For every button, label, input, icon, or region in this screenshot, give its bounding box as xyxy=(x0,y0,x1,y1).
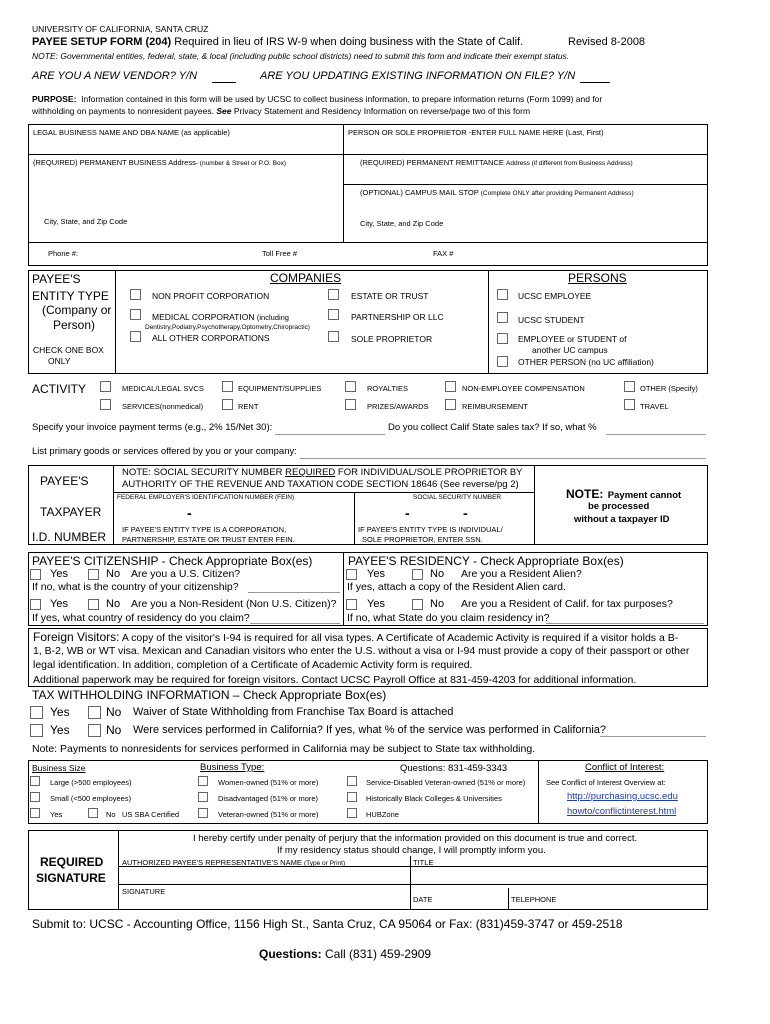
authorized-name-input[interactable] xyxy=(120,868,408,882)
other-corps-label: ALL OTHER CORPORATIONS xyxy=(152,333,270,343)
citizenship-header: PAYEE'S CITIZENSHIP - Check Appropriate Box(es) xyxy=(32,554,313,568)
form-title-line xyxy=(32,36,523,48)
signature-input[interactable] xyxy=(170,886,408,908)
updating-question: ARE YOU UPDATING EXISTING INFORMATION ON FILE? Y/N xyxy=(260,70,576,82)
citizen-no-checkbox[interactable] xyxy=(88,569,99,580)
residency-header: PAYEE'S RESIDENCY - Check Appropriate Box(es) xyxy=(348,554,624,568)
title-input[interactable] xyxy=(412,868,706,882)
sba-no-label: No xyxy=(106,810,116,819)
nonresident-question: Are you a Non-Resident (Non U.S. Citizen)? xyxy=(131,598,337,610)
check-one-2: ONLY xyxy=(48,356,71,366)
telephone-label: TELEPHONE xyxy=(511,895,557,904)
revised-date: Revised 8-2008 xyxy=(568,36,646,48)
required-label: REQUIRED xyxy=(40,855,104,869)
companies-header: COMPANIES xyxy=(270,271,342,285)
university-name: UNIVERSITY OF CALIFORNIA, SANTA CRUZ xyxy=(32,24,209,34)
entity-divider xyxy=(115,270,116,374)
non-employee-label: NON-EMPLOYEE COMPENSATION xyxy=(462,384,585,393)
signature-divider xyxy=(508,888,509,910)
side-note-1: Payment cannot xyxy=(607,490,682,501)
veteran-owned-checkbox[interactable] xyxy=(198,808,208,818)
residency-country-label: If yes, what country of residency do you claim? xyxy=(32,612,250,624)
nonresident-no-checkbox[interactable] xyxy=(88,599,99,610)
foreign-line-4: Additional paperwork may be required for foreign visitors. Contact UCSC Payroll Office at 831-459-4203 for additional information. xyxy=(33,674,637,686)
small-business-label: Small (<500 employees) xyxy=(50,794,132,803)
ssn-note-1a: NOTE: SOCIAL SECURITY NUMBER xyxy=(122,467,283,478)
grid-line xyxy=(343,184,708,185)
hbcu-label: Historically Black Colleges & Universities xyxy=(366,794,502,803)
indiv-note-2: SOLE PROPRIETOR, ENTER SSN. xyxy=(362,535,483,544)
questions-phone: Call (831) 459-2909 xyxy=(325,947,432,961)
citizen-question: Are you a U.S. Citizen? xyxy=(131,568,241,580)
equipment-label: EQUIPMENT/SUPPLIES xyxy=(238,384,322,393)
grid-line xyxy=(28,154,708,155)
nonresident-no-label: No xyxy=(106,598,121,610)
purpose-text-2b: Privacy Statement and Residency Information on reverse/page two of this form xyxy=(233,106,531,116)
sba-yes-checkbox[interactable] xyxy=(30,808,40,818)
waiver-yes-checkbox[interactable] xyxy=(30,706,43,719)
other-activity-label: OTHER (Specify) xyxy=(640,384,698,393)
citizen-country-label: If no, what is the country of your citizenship? xyxy=(32,581,239,593)
waiver-no-label: No xyxy=(106,705,122,719)
remit-address-text: (REQUIRED) PERMANENT REMITTANCE xyxy=(360,158,504,167)
signature-line xyxy=(118,884,708,885)
certify-line-1: I hereby certify under penalty of perjury that the information provided on this document is true and correct. xyxy=(193,833,638,844)
authorized-name-note: (Type or Print) xyxy=(303,860,346,867)
citizen-yes-label: Yes xyxy=(50,568,68,580)
disabled-veteran-label: Service-Disabled Veteran-owned (51% or more) xyxy=(366,778,526,787)
certify-line-2: If my residency status should change, I will promptly inform you. xyxy=(277,845,546,856)
signature-divider xyxy=(410,856,411,910)
ucsc-employee-label: UCSC EMPLOYEE xyxy=(518,291,592,301)
ssn-field-part-2[interactable]: - xyxy=(463,505,468,521)
services-ca-percent-field[interactable] xyxy=(600,736,706,737)
authorized-name-text: AUTHORIZED PAYEE'S REPRESENTATIVE'S NAME xyxy=(122,858,302,867)
perm-address-note: - (number & Street or P.O. Box) xyxy=(195,160,287,167)
questions-label: Questions: xyxy=(259,947,322,961)
payment-terms-field[interactable] xyxy=(275,434,385,435)
campus-mail-label xyxy=(360,188,634,197)
royalties-checkbox[interactable] xyxy=(345,381,356,392)
foreign-line-2: 1, B-2, WB or WT visa. Mexican and Canadian visitors who enter the U.S. without a visa or I-94 must provide a copy of their passport or other xyxy=(33,645,690,657)
business-type-header: Business Type: xyxy=(200,762,265,773)
purchasing-link[interactable]: http://purchasing.ucsc.edu xyxy=(567,791,678,802)
purpose-label: PURPOSE: xyxy=(32,94,77,104)
corp-note-1: IF PAYEE'S ENTITY TYPE IS A CORPORATION, xyxy=(122,525,287,534)
taxpayer-divider xyxy=(354,492,355,545)
questions-line xyxy=(259,947,431,961)
small-business-checkbox[interactable] xyxy=(30,792,40,802)
medical-legal-checkbox[interactable] xyxy=(100,381,111,392)
cit-res-divider xyxy=(343,552,344,626)
emp-student-label-2: another UC campus xyxy=(532,345,608,355)
resident-alien-question: Are you a Resident Alien? xyxy=(461,568,582,580)
withholding-note: Note: Payments to nonresidents for services performed in California may be subject to State tax withholding. xyxy=(32,743,536,755)
address-grid-divider xyxy=(343,124,344,242)
foreign-text-1: A copy of the visitor's I-94 is required for all visa types. A Certificate of Academic Activity is required if a visitor holds a B- xyxy=(121,632,679,644)
city-right-label: City, State, and Zip Code xyxy=(360,219,444,228)
veteran-owned-label: Veteran-owned (51% or more) xyxy=(218,810,319,819)
ssn-note-required: REQUIRED xyxy=(285,467,336,478)
updating-field[interactable] xyxy=(580,82,610,83)
fein-label: FEDERAL EMPLOYER'S IDENTIFICATION NUMBER (FEIN) xyxy=(117,494,295,501)
citizen-no-label: No xyxy=(106,568,121,580)
taxpayer-label-1: PAYEE'S xyxy=(40,474,89,488)
taxpayer-label-3: I.D. NUMBER xyxy=(32,530,107,544)
business-size-header: Business Size xyxy=(32,763,86,773)
remit-address-label xyxy=(360,158,633,167)
purpose-text-2a: withholding on payments to nonresident payees. xyxy=(32,106,214,116)
estate-checkbox[interactable] xyxy=(328,289,339,300)
new-vendor-question: ARE YOU A NEW VENDOR? Y/N xyxy=(32,70,198,82)
indiv-note-1: IF PAYEE'S ENTITY TYPE IS INDIVIDUAL/ xyxy=(358,525,503,534)
fein-field[interactable]: - xyxy=(187,505,192,521)
perm-address-label xyxy=(33,158,286,167)
medical-corp-label xyxy=(152,312,289,322)
state-residency-field[interactable] xyxy=(546,623,704,624)
prizes-checkbox[interactable] xyxy=(345,399,356,410)
services-ca-no-label: No xyxy=(106,723,122,737)
sba-yes-label: Yes xyxy=(50,810,63,819)
form-title: PAYEE SETUP FORM (204) xyxy=(32,36,172,48)
fax-label: FAX # xyxy=(433,249,454,258)
citizen-country-field[interactable] xyxy=(248,592,340,593)
authorized-name-label xyxy=(122,858,345,867)
reimbursement-label: REIMBURSEMENT xyxy=(462,402,528,411)
calif-resident-no-label: No xyxy=(430,598,445,610)
waiver-no-checkbox[interactable] xyxy=(88,706,101,719)
foreign-line-1 xyxy=(33,630,678,644)
business-divider xyxy=(538,760,539,824)
services-ca-no-checkbox[interactable] xyxy=(88,724,101,737)
calif-resident-yes-checkbox[interactable] xyxy=(346,599,357,610)
conflict-link[interactable]: howto/conflictinterest.html xyxy=(567,806,677,817)
sba-certified-label: US SBA Certified xyxy=(122,810,180,819)
legal-name-label: LEGAL BUSINESS NAME AND DBA NAME (as applicable) xyxy=(33,128,230,137)
estate-label: ESTATE OR TRUST xyxy=(351,291,429,301)
emp-student-label-1: EMPLOYEE or STUDENT of xyxy=(518,334,627,344)
perm-address-text: (REQUIRED) PERMANENT BUSINESS Address xyxy=(33,158,196,167)
rent-label: RENT xyxy=(238,402,259,411)
taxpayer-divider xyxy=(534,465,535,545)
women-owned-label: Women-owned (51% or more) xyxy=(218,778,319,787)
medical-corp-text: MEDICAL CORPORATION xyxy=(152,312,255,322)
taxpayer-side-note-3: without a taxpayer ID xyxy=(574,514,670,525)
resident-alien-no-checkbox[interactable] xyxy=(412,569,423,580)
entity-label-1: PAYEE'S xyxy=(32,272,81,286)
signature-field-label: SIGNATURE xyxy=(122,887,166,896)
large-business-checkbox[interactable] xyxy=(30,776,40,786)
government-note: NOTE: Governmental entities, federal, state, & local (including public school districts) need to submit this form and indicate their exempt status. xyxy=(32,51,570,61)
title-label: TITLE xyxy=(413,858,434,867)
medical-corp-incl: (including xyxy=(256,313,289,322)
person-name-label: PERSON OR SOLE PROPRIETOR -ENTER FULL NAME HERE (Last, First) xyxy=(348,128,604,137)
goods-services-field[interactable] xyxy=(300,458,706,459)
signature-divider xyxy=(118,830,119,910)
sole-prop-checkbox[interactable] xyxy=(328,331,339,342)
purpose-line-2 xyxy=(32,106,530,116)
services-label: SERVICES(nonmedical) xyxy=(122,402,204,411)
purpose-line-1 xyxy=(32,94,602,104)
conflict-see: See Conflict of Interest Overview at: xyxy=(546,778,666,787)
toll-free-label: Toll Free # xyxy=(262,249,298,258)
rent-checkbox[interactable] xyxy=(222,399,233,410)
other-person-label: OTHER PERSON (no UC affiliation) xyxy=(518,357,654,367)
disadvantaged-label: Disadvantaged (51% or more) xyxy=(218,794,319,803)
side-note-head: NOTE: xyxy=(566,487,604,501)
entity-label-2: ENTITY TYPE xyxy=(32,289,109,303)
services-ca-yes-checkbox[interactable] xyxy=(30,724,43,737)
travel-label: TRAVEL xyxy=(640,402,669,411)
phone-label: Phone #: xyxy=(48,249,79,258)
resident-alien-no-label: No xyxy=(430,568,445,580)
women-owned-checkbox[interactable] xyxy=(198,776,208,786)
taxpayer-line xyxy=(113,492,534,493)
medical-legal-label: MEDICAL/LEGAL SVCS xyxy=(122,384,204,393)
disabled-veteran-checkbox[interactable] xyxy=(347,776,357,786)
submit-address: Submit to: UCSC - Accounting Office, 1156 High St., Santa Cruz, CA 95064 or Fax: (831)459-3747 or 459-2518 xyxy=(32,917,623,931)
hubzone-checkbox[interactable] xyxy=(347,808,357,818)
calif-resident-yes-label: Yes xyxy=(367,598,385,610)
conflict-header: Conflict of Interest: xyxy=(585,762,665,773)
sales-tax-label: Do you collect Calif State sales tax? If so, what % xyxy=(388,422,597,433)
other-activity-checkbox[interactable] xyxy=(624,381,635,392)
form-subtitle: Required in lieu of IRS W-9 when doing business with the State of Calif. xyxy=(174,36,524,48)
medical-corp-checkbox[interactable] xyxy=(130,309,141,320)
taxpayer-divider xyxy=(113,465,114,545)
resident-alien-yes-label: Yes xyxy=(367,568,385,580)
services-ca-question: Were services performed in California? If yes, what % of the service was performed in California? xyxy=(133,724,606,736)
sba-no-checkbox[interactable] xyxy=(88,808,98,818)
ssn-label: SOCIAL SECURITY NUMBER xyxy=(413,494,502,501)
ssn-note-1b: FOR INDIVIDUAL/SOLE PROPRIETOR BY xyxy=(337,467,523,478)
residency-country-field[interactable] xyxy=(250,623,340,624)
waiver-yes-label: Yes xyxy=(50,705,70,719)
check-one-1: CHECK ONE BOX xyxy=(33,345,104,355)
citizen-yes-checkbox[interactable] xyxy=(30,569,41,580)
date-label: DATE xyxy=(413,895,433,904)
payment-terms-label: Specify your invoice payment terms (e.g., 2% 15/Net 30): xyxy=(32,422,273,433)
foreign-label: Foreign Visitors: xyxy=(33,630,120,644)
nonresident-yes-checkbox[interactable] xyxy=(30,599,41,610)
taxpayer-label-2: TAXPAYER xyxy=(40,505,102,519)
nonresident-yes-label: Yes xyxy=(50,598,68,610)
ssn-note-line-2: AUTHORITY OF THE REVENUE AND TAXATION CODE SECTION 18646 (See reverse/pg 2) xyxy=(122,479,519,490)
equipment-checkbox[interactable] xyxy=(222,381,233,392)
hbcu-checkbox[interactable] xyxy=(347,792,357,802)
non-profit-label: NON PROFIT CORPORATION xyxy=(152,291,270,301)
ucsc-student-label: UCSC STUDENT xyxy=(518,315,585,325)
campus-mail-text: (OPTIONAL) CAMPUS MAIL STOP xyxy=(360,188,479,197)
sole-prop-label: SOLE PROPRIETOR xyxy=(351,334,433,344)
signature-label: SIGNATURE xyxy=(36,871,106,885)
foreign-line-3: legal identification. In addition, completion of a Certificate of Academic Activity form is required. xyxy=(33,659,473,671)
activity-label: ACTIVITY xyxy=(32,382,87,396)
disadvantaged-checkbox[interactable] xyxy=(198,792,208,802)
ucsc-employee-checkbox[interactable] xyxy=(497,289,508,300)
uc-campus-checkbox[interactable] xyxy=(497,333,508,344)
other-person-checkbox[interactable] xyxy=(497,356,508,367)
purpose-text-1: Information contained in this form will be used by UCSC to collect business information, to prepare information returns (Form 1099) and for xyxy=(81,94,603,104)
hubzone-label: HUBZone xyxy=(366,810,399,819)
resident-alien-yes-checkbox[interactable] xyxy=(346,569,357,580)
city-left-label: City, State, and Zip Code xyxy=(44,217,128,226)
goods-services-label: List primary goods or services offered by you or your company: xyxy=(32,446,297,457)
other-corps-checkbox[interactable] xyxy=(130,331,141,342)
withholding-header: TAX WITHHOLDING INFORMATION – Check Appropriate Box(es) xyxy=(32,688,387,702)
ssn-note-line-1 xyxy=(122,467,523,478)
business-questions: Questions: 831-459-3343 xyxy=(400,763,508,774)
prizes-label: PRIZES/AWARDS xyxy=(367,402,429,411)
state-residency-label: If no, what State do you claim residency in? xyxy=(347,612,550,624)
new-vendor-field[interactable] xyxy=(212,82,236,83)
partnership-label: PARTNERSHIP OR LLC xyxy=(351,312,444,322)
taxpayer-side-note-2: be processed xyxy=(588,501,650,512)
ucsc-student-checkbox[interactable] xyxy=(497,312,508,323)
medical-corp-list: Dentistry,Podiatry,Psychotherapy,Optometry,Chiropractic) xyxy=(145,324,310,331)
calif-resident-question: Are you a Resident of Calif. for tax purposes? xyxy=(461,598,673,610)
entity-label-3: (Company or xyxy=(42,303,112,317)
entity-divider xyxy=(488,270,489,374)
reimbursement-checkbox[interactable] xyxy=(445,399,456,410)
corp-note-2: PARTNERSHIP, ESTATE OR TRUST ENTER FEIN. xyxy=(122,535,295,544)
entity-label-4: Person) xyxy=(53,318,96,332)
large-business-label: Large (>500 employees) xyxy=(50,778,132,787)
services-ca-yes-label: Yes xyxy=(50,723,70,737)
sales-tax-field[interactable] xyxy=(606,434,706,435)
travel-checkbox[interactable] xyxy=(624,399,635,410)
non-profit-checkbox[interactable] xyxy=(130,289,141,300)
royalties-label: ROYALTIES xyxy=(367,384,408,393)
purpose-see: See xyxy=(216,106,232,116)
non-employee-checkbox[interactable] xyxy=(445,381,456,392)
resident-alien-follow: If yes, attach a copy of the Resident Alien card. xyxy=(347,581,566,593)
waiver-question: Waiver of State Withholding from Franchise Tax Board is attached xyxy=(133,706,454,718)
ssn-field-part-1[interactable]: - xyxy=(405,505,410,521)
campus-mail-note: (Complete ONLY after providing Permanent Address) xyxy=(480,190,634,197)
partnership-checkbox[interactable] xyxy=(328,309,339,320)
persons-header: PERSONS xyxy=(568,271,627,285)
remit-address-note: Address (if different from Business Address) xyxy=(506,160,633,167)
services-checkbox[interactable] xyxy=(100,399,111,410)
grid-line xyxy=(28,242,708,243)
calif-resident-no-checkbox[interactable] xyxy=(412,599,423,610)
